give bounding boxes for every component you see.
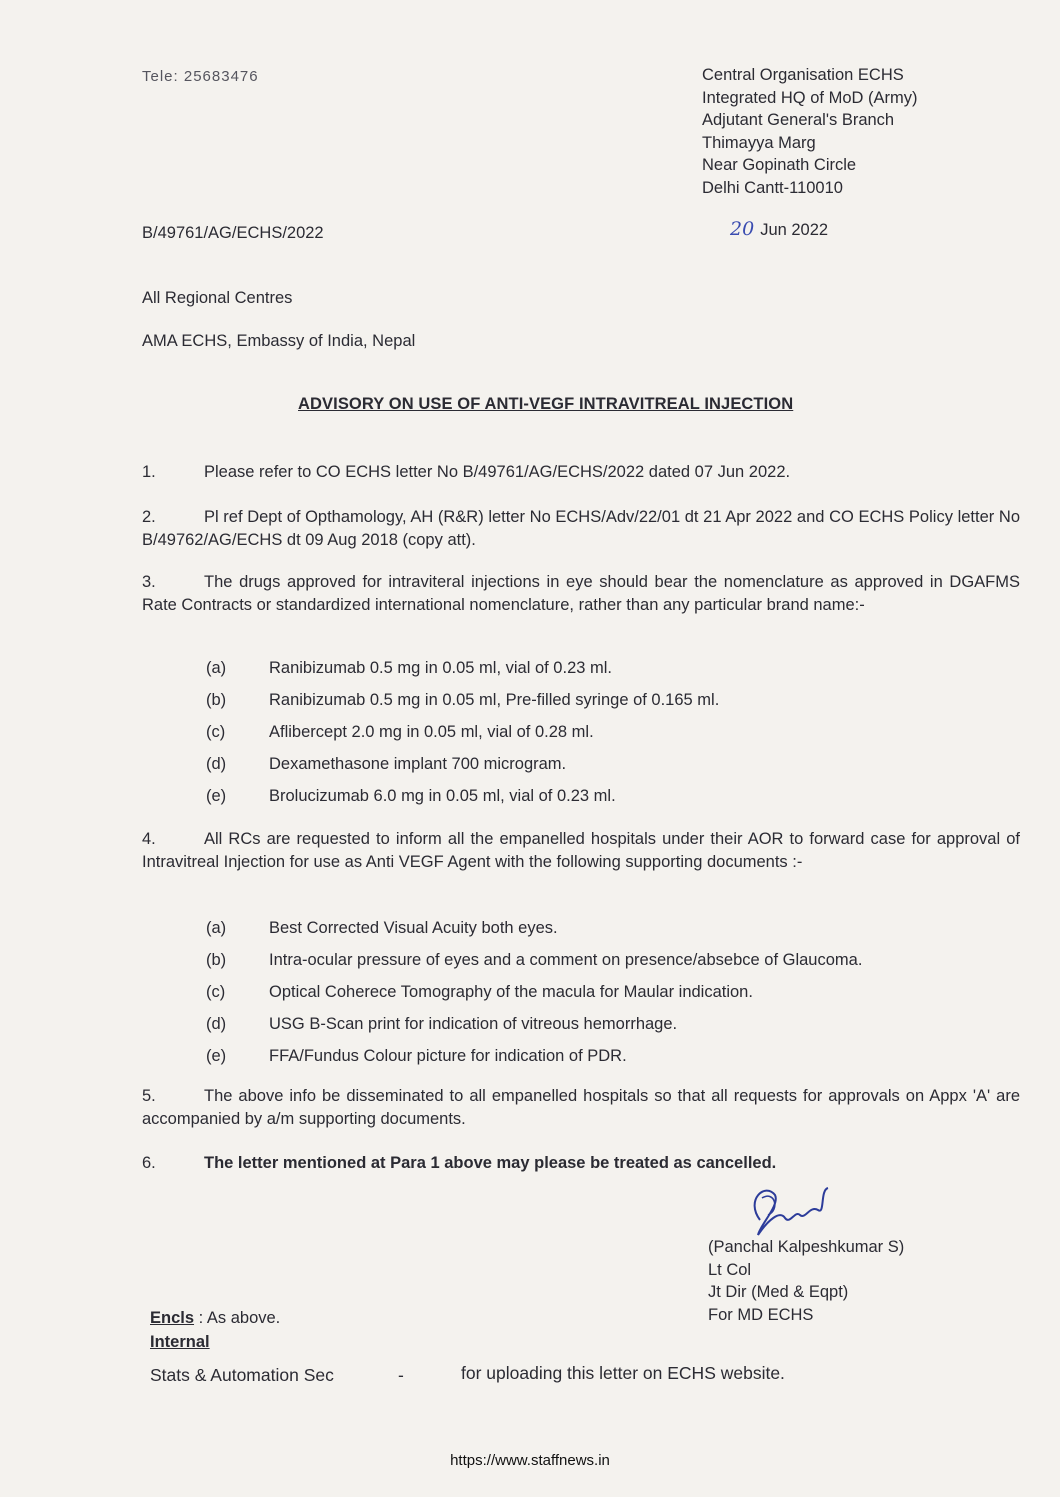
para-number: 2. <box>142 508 156 526</box>
signatory-name: (Panchal Kalpeshkumar S) <box>708 1238 905 1256</box>
sender-address <box>702 64 917 199</box>
address-line: Delhi Cantt-110010 <box>702 178 843 197</box>
letter-date <box>730 218 828 240</box>
item-label: (d) <box>206 1015 227 1033</box>
para-text: The drugs approved for intraviteral injections in eye should bear the nomenclature as approved in DGAFMS Rate Contracts or standardized international nomenclature, rather than any particular brand name:- <box>142 573 1020 614</box>
item-label: (a) <box>206 919 227 937</box>
addressee: All Regional Centres <box>142 289 293 307</box>
para-number: 6. <box>142 1154 156 1172</box>
telephone: Tele: 25683476 <box>142 68 259 85</box>
item-label: (b) <box>206 951 227 969</box>
item-label: (c) <box>206 723 226 741</box>
paragraph-2 <box>142 506 1020 551</box>
signatory-rank: Lt Col <box>708 1260 752 1279</box>
address-line: Thimayya Marg <box>702 133 816 152</box>
para-text: Pl ref Dept of Opthamology, AH (R&R) letter No ECHS/Adv/22/01 dt 21 Apr 2022 and CO ECHS Policy letter No B/49762/AG/ECHS dt 09 Aug 2018 (copy att). <box>142 508 1020 549</box>
paragraph-6 <box>142 1152 1020 1175</box>
para-text: Please refer to CO ECHS letter No B/49761/AG/ECHS/2022 dated 07 Jun 2022. <box>204 463 791 481</box>
item-text: Best Corrected Visual Acuity both eyes. <box>269 919 558 937</box>
address-line: Adjutant General's Branch <box>702 111 895 129</box>
addressee: AMA ECHS, Embassy of India, Nepal <box>142 332 416 350</box>
item-label: (e) <box>206 1047 227 1065</box>
item-text: Ranibizumab 0.5 mg in 0.05 ml, Pre-filled syringe of 0.165 ml. <box>269 691 720 709</box>
internal-section: Stats & Automation Sec <box>150 1365 334 1385</box>
item-text: Aflibercept 2.0 mg in 0.05 ml, vial of 0.28 ml. <box>269 723 594 741</box>
paragraph-5 <box>142 1085 1020 1130</box>
address-line: Near Gopinath Circle <box>702 156 857 174</box>
item-text: USG B-Scan print for indication of vitreous hemorrhage. <box>269 1015 678 1033</box>
address-line: Integrated HQ of MoD (Army) <box>702 88 918 107</box>
item-label: (b) <box>206 691 227 709</box>
item-label: (e) <box>206 787 227 805</box>
item-label: (d) <box>206 755 227 773</box>
para-number: 3. <box>142 573 156 591</box>
internal-dash: - <box>398 1365 404 1385</box>
item-text: Brolucizumab 6.0 mg in 0.05 ml, vial of 0.23 ml. <box>269 787 616 805</box>
item-label: (a) <box>206 659 227 677</box>
internal-label: Internal <box>150 1333 210 1351</box>
enclosure-block <box>150 1306 280 1354</box>
item-label: (c) <box>206 983 226 1001</box>
signatory-appointment: Jt Dir (Med & Eqpt) <box>708 1283 849 1301</box>
item-text: FFA/Fundus Colour picture for indication of PDR. <box>269 1047 627 1065</box>
item-text: Dexamethasone implant 700 microgram. <box>269 755 567 773</box>
para-number: 4. <box>142 830 156 848</box>
para-number: 1. <box>142 463 156 481</box>
para-number: 5. <box>142 1087 156 1105</box>
date-printed: Jun 2022 <box>760 221 829 239</box>
paragraph-4 <box>142 828 1020 873</box>
paragraph-3 <box>142 571 1020 616</box>
para-text: All RCs are requested to inform all the empanelled hospitals under their AOR to forward case for approval of Intravitreal Injection for use as Anti VEGF Agent with the following supporting documents :- <box>142 830 1020 871</box>
item-text: Ranibizumab 0.5 mg in 0.05 ml, vial of 0.23 ml. <box>269 659 612 677</box>
address-line: Central Organisation ECHS <box>702 66 904 84</box>
internal-purpose: for uploading this letter on ECHS website. <box>461 1363 785 1383</box>
subject-heading: ADVISORY ON USE OF ANTI-VEGF INTRAVITREAL INJECTION <box>298 395 794 413</box>
date-handwritten: 20 <box>730 218 755 240</box>
reference-number: B/49761/AG/ECHS/2022 <box>142 224 324 242</box>
paragraph-1 <box>142 461 1020 484</box>
enclosure-text: : As above. <box>194 1309 281 1327</box>
item-text: Optical Coherece Tomography of the macula for Maular indication. <box>269 983 753 1001</box>
signature-block <box>708 1236 904 1326</box>
para-text: The above info be disseminated to all empanelled hospitals so that all requests for approvals on Appx 'A' are accompanied by a/m supporting documents. <box>142 1087 1020 1128</box>
footer-url: https://www.staffnews.in <box>450 1452 610 1469</box>
para-text: The letter mentioned at Para 1 above may please be treated as cancelled. <box>204 1154 777 1172</box>
enclosure-label: Encls <box>150 1309 195 1327</box>
item-text: Intra-ocular pressure of eyes and a comment on presence/absebce of Glaucoma. <box>269 951 863 969</box>
signatory-for: For MD ECHS <box>708 1305 814 1324</box>
